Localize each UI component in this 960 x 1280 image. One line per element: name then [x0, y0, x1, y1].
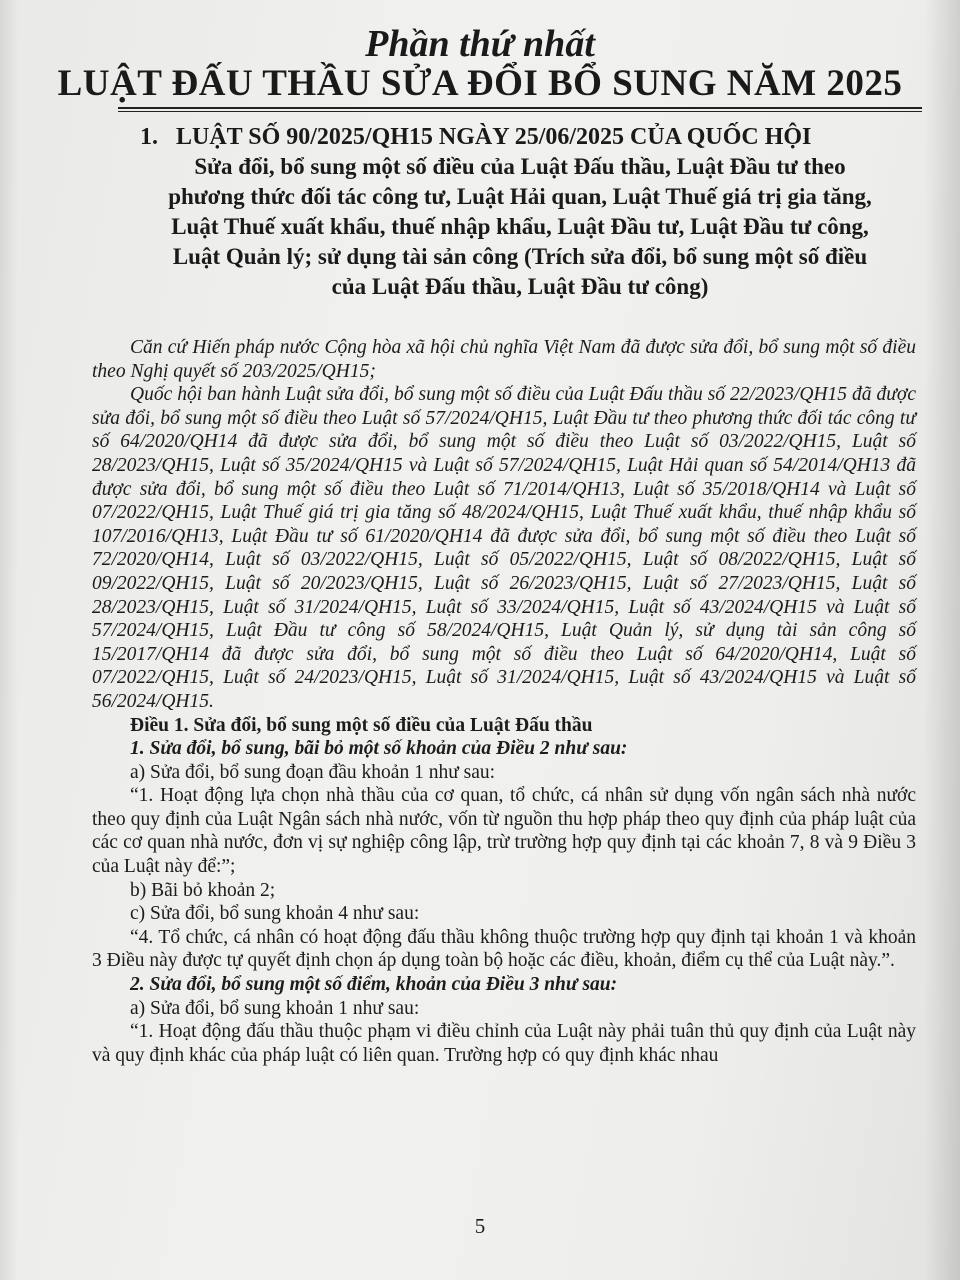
quote-paragraph: “1. Hoạt động đấu thầu thuộc phạm vi điều chỉnh của Luật này phải tuân thủ quy định của Luật này và quy định khác của pháp luật có liên quan. Trường hợp có quy định khác nhau	[92, 1021, 916, 1066]
subtitle-line: của Luật Đấu thầu, Luật Đầu tư công)	[331, 274, 709, 299]
body-text	[92, 336, 916, 1067]
quote-paragraph: “4. Tổ chức, cá nhân có hoạt động đấu thầu không thuộc trường hợp quy định tại khoản 1 và khoản 3 Điều này được tự quyết định chọn áp dụng toàn bộ hoặc các điều, khoản, điểm cụ thể của Luật này.”.	[92, 926, 916, 972]
law-title: LUẬT ĐẤU THẦU SỬA ĐỔI BỔ SUNG NĂM 2025	[57, 63, 903, 104]
point-paragraph: a) Sửa đổi, bổ sung đoạn đầu khoản 1 như sau:	[130, 761, 496, 783]
quote-paragraph: “1. Hoạt động lựa chọn nhà thầu của cơ quan, tổ chức, cá nhân sử dụng vốn ngân sách nhà nước theo quy định của Luật Ngân sách nhà nước, vốn từ nguồn thu hợp pháp theo quy định của pháp luật của các cơ quan nhà nước, đơn vị sự nghiệp công lập, trừ trường hợp quy định tại các khoản 7, 8 và 9 Điều 3 của Luật này để:”;	[92, 785, 916, 878]
subtitle-line: phương thức đối tác công tư, Luật Hải quan, Luật Thuế giá trị gia tăng,	[168, 184, 872, 209]
page-shadow-right	[924, 0, 960, 1280]
preamble-paragraph: Căn cứ Hiến pháp nước Cộng hòa xã hội chủ nghĩa Việt Nam đã được sửa đổi, bổ sung một số điều theo Nghị quyết số 203/2025/QH15;	[92, 337, 916, 382]
title-rule-thick	[118, 107, 922, 109]
subtitle-line: Luật Quản lý; sử dụng tài sản công (Trích sửa đổi, bổ sung một số điều	[172, 244, 868, 269]
clause-heading: 2. Sửa đổi, bổ sung một số điểm, khoản của Điều 3 như sau:	[130, 974, 618, 996]
point-paragraph: a) Sửa đổi, bổ sung khoản 1 như sau:	[130, 997, 420, 1019]
page-shadow-left	[0, 0, 18, 1280]
preamble-paragraph: Quốc hội ban hành Luật sửa đổi, bổ sung một số điều của Luật Đấu thầu số 22/2023/QH15 đã được sửa đổi, bổ sung một số điều theo Luật số 57/2024/QH15, Luật Đầu tư theo phương thức đối tác công tư số 64/2020/QH14 đã được sửa đổi, bổ sung một số điều theo Luật số 03/2022/QH15, Luật số 28/2023/QH15, Luật số 35/2024/QH15 và Luật số 57/2024/QH15, Luật Hải quan số 54/2014/QH13 đã được sửa đổi, bổ sung một số điều theo Luật số 71/2014/QH13, Luật số 35/2018/QH14 và Luật số 07/2022/QH15, Luật Thuế giá trị gia tăng số 48/2024/QH15, Luật Thuế xuất khẩu, thuế nhập khẩu số 107/2016/QH13, Luật Đầu tư số 61/2020/QH14 đã được sửa đổi, bổ sung một số điều theo Luật số 72/2020/QH14, Luật số 03/2022/QH15, Luật số 05/2022/QH15, Luật số 08/2022/QH15, Luật số 09/2022/QH15, Luật số 20/2023/QH15, Luật số 26/2023/QH15, Luật số 27/2023/QH15, Luật số 28/2023/QH15, Luật số 31/2024/QH15, Luật số 33/2024/QH15, Luật số 43/2024/QH15 và Luật số 57/2024/QH15, Luật Đầu tư công số 58/2024/QH15, Luật Quản lý, sử dụng tài sản công số 15/2017/QH14 đã được sửa đổi, bổ sung một số điều theo Luật số 64/2020/QH14, Luật số 07/2022/QH15, Luật số 24/2023/QH15, Luật số 31/2024/QH15, Luật số 43/2024/QH15 và Luật số 56/2024/QH15.	[92, 384, 916, 712]
section-title: LUẬT SỐ 90/2025/QH15 NGÀY 25/06/2025 CỦA QUỐC HỘI	[176, 124, 812, 150]
subtitle-line: Luật Thuế xuất khẩu, thuế nhập khẩu, Luật Đầu tư, Luật Đầu tư công,	[171, 214, 869, 239]
page-number: 5	[474, 1214, 486, 1238]
article-heading: Điều 1. Sửa đổi, bổ sung một số điều của Luật Đấu thầu	[130, 714, 593, 736]
subtitle-line: Sửa đổi, bổ sung một số điều của Luật Đấu thầu, Luật Đầu tư theo	[194, 154, 846, 179]
section-number: 1.	[140, 124, 158, 150]
title-rule-thin	[118, 111, 922, 112]
point-paragraph: b) Bãi bỏ khoản 2;	[130, 879, 276, 901]
clause-heading: 1. Sửa đổi, bổ sung, bãi bỏ một số khoản của Điều 2 như sau:	[130, 738, 628, 760]
part-title: Phần thứ nhất	[365, 23, 595, 65]
point-paragraph: c) Sửa đổi, bổ sung khoản 4 như sau:	[130, 903, 420, 925]
section-heading	[140, 124, 811, 151]
section-subtitle	[118, 152, 922, 302]
